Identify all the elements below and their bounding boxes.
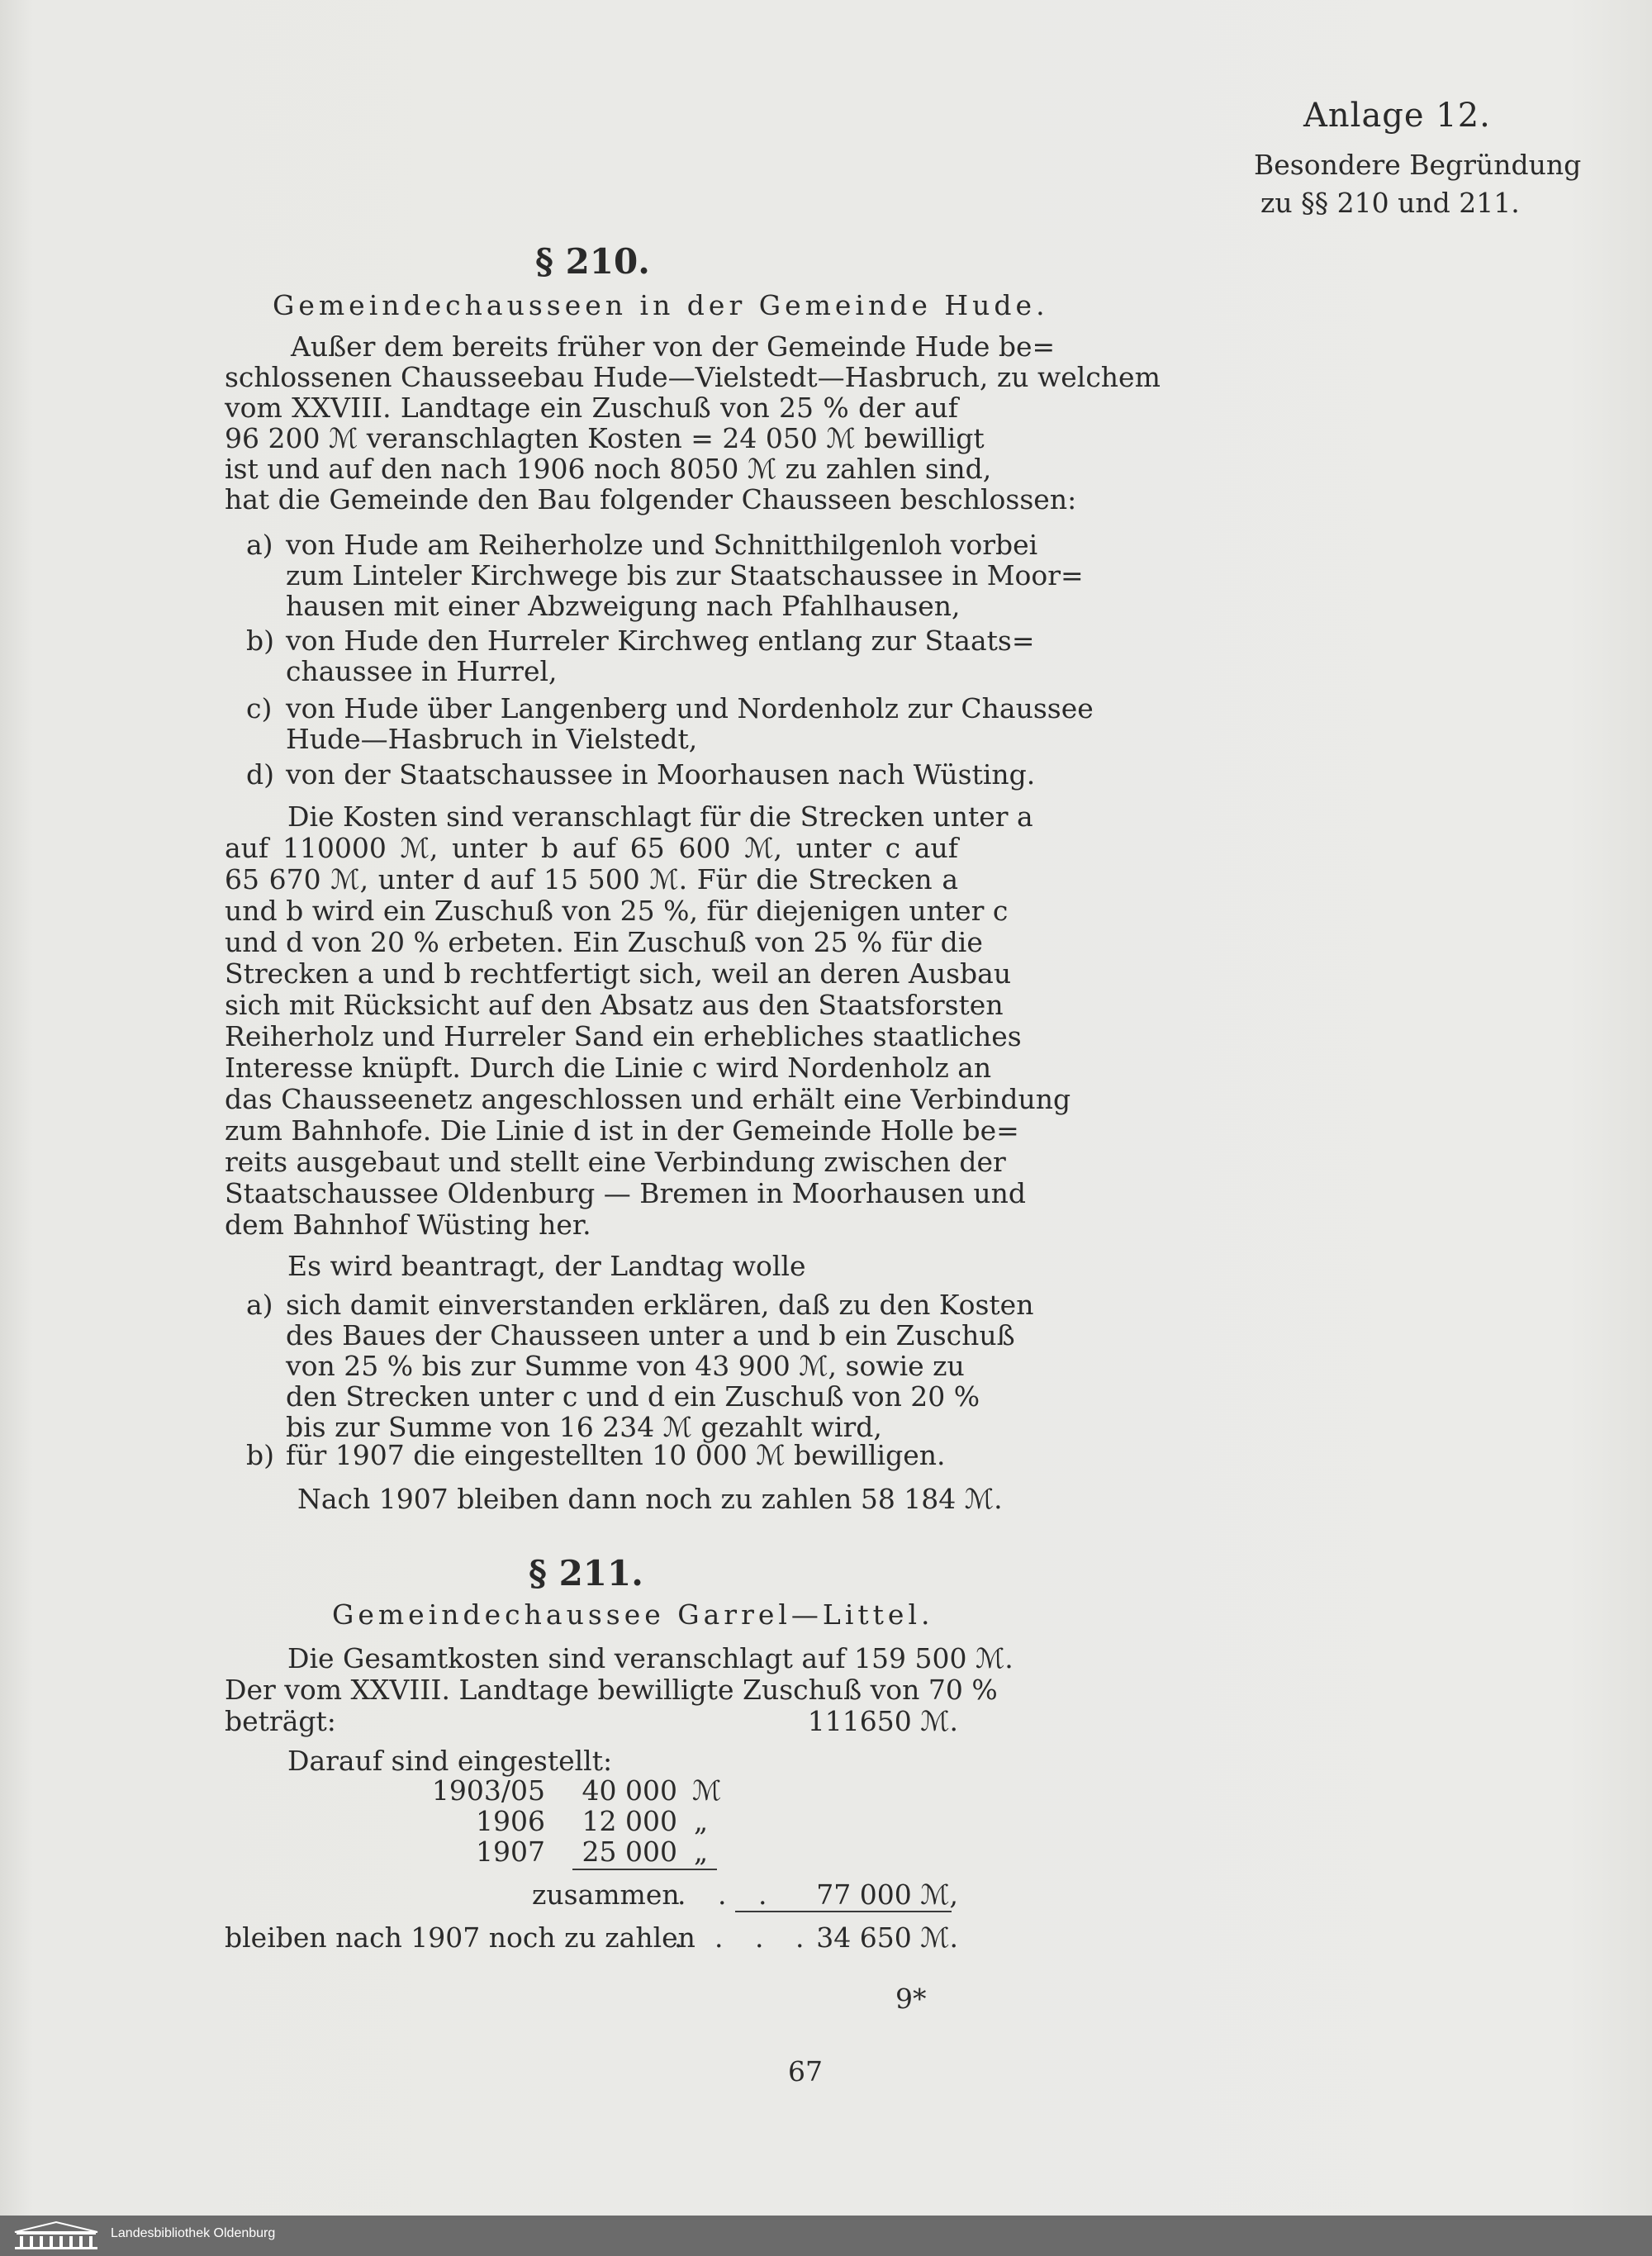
list-item-line: den Strecken unter c und d ein Zuschuß von 20 % bbox=[286, 1380, 980, 1413]
table-amount: 12 000 bbox=[582, 1805, 677, 1837]
table-amount: 40 000 bbox=[582, 1774, 677, 1807]
list-marker: c) bbox=[246, 692, 273, 724]
list-marker: b) bbox=[246, 1439, 274, 1471]
text-line: 65 670 ℳ, unter d auf 15 500 ℳ. Für die Strecken a bbox=[225, 863, 958, 895]
text-line: das Chausseenetz angeschlossen und erhält eine Verbindung bbox=[225, 1083, 1071, 1115]
section-210-closing: Nach 1907 bleiben dann noch zu zahlen 58 184 ℳ. bbox=[297, 1483, 1003, 1515]
table-unit: „ bbox=[694, 1836, 709, 1868]
section-210-heading: § 210. bbox=[535, 241, 650, 282]
list-item-line: von 25 % bis zur Summe von 43 900 ℳ, sowie zu bbox=[286, 1350, 965, 1382]
subsidy-value: 111650 ℳ. bbox=[807, 1705, 958, 1737]
bleiben-dots: . . . . bbox=[674, 1921, 816, 1954]
text-line: schlossenen Chausseebau Hude—Vielstedt—Hasbruch, zu welchem bbox=[225, 361, 1161, 393]
zusammen-label: zusammen bbox=[532, 1878, 680, 1911]
text-line: zum Bahnhofe. Die Linie d ist in der Gemeinde Holle be= bbox=[225, 1114, 1019, 1147]
text-line: 96 200 ℳ veranschlagten Kosten = 24 050 ℳ bewilligt bbox=[225, 422, 985, 454]
library-footer bbox=[0, 2216, 1652, 2256]
text-line: vom XXVIII. Landtage ein Zuschuß von 25 % der auf bbox=[225, 392, 958, 424]
text-line: dem Bahnhof Wüsting her. bbox=[225, 1209, 591, 1241]
zusammen-value: 77 000 ℳ, bbox=[816, 1878, 958, 1911]
list-marker: d) bbox=[246, 758, 274, 791]
eingestellt-label: Darauf sind eingestellt: bbox=[287, 1745, 613, 1777]
table-sum-rule bbox=[572, 1869, 717, 1870]
list-item-line: Hude—Hasbruch in Vielstedt, bbox=[286, 723, 698, 755]
list-item-line: von der Staatschaussee in Moorhausen nach Wüsting. bbox=[286, 758, 1036, 791]
list-item-line: für 1907 die eingestellten 10 000 ℳ bewilligen. bbox=[286, 1439, 946, 1471]
list-item-line: von Hude den Hurreler Kirchweg entlang zur Staats= bbox=[286, 625, 1035, 657]
text-line: und d von 20 % erbeten. Ein Zuschuß von 25 % für die bbox=[225, 926, 983, 958]
bleiben-value: 34 650 ℳ. bbox=[816, 1921, 958, 1954]
signature-mark: 9* bbox=[895, 1983, 927, 2015]
list-item-line: des Baues der Chausseen unter a und b ein Zuschuß bbox=[286, 1319, 1015, 1351]
page-number: 67 bbox=[788, 2055, 823, 2087]
library-name: Landesbibliothek Oldenburg bbox=[111, 2226, 276, 2240]
total-costs-line: Die Gesamtkosten sind veranschlagt auf 159 500 ℳ. bbox=[287, 1642, 1014, 1674]
text-line: Die Kosten sind veranschlagt für die Strecken unter a bbox=[287, 800, 1033, 833]
anlage-subtitle-2: zu §§ 210 und 211. bbox=[1260, 187, 1520, 219]
anlage-subtitle-1: Besondere Begründung bbox=[1254, 149, 1582, 181]
anlage-label: Anlage 12. bbox=[1303, 97, 1491, 135]
text-line: und b wird ein Zuschuß von 25 %, für diejenigen unter c bbox=[225, 895, 1009, 927]
list-item-line: bis zur Summe von 16 234 ℳ gezahlt wird, bbox=[286, 1411, 882, 1443]
list-item-line: von Hude am Reiherholze und Schnitthilgenloh vorbei bbox=[286, 529, 1038, 561]
subsidy-line: Der vom XXVIII. Landtage bewilligte Zuschuß von 70 % bbox=[225, 1674, 998, 1706]
text-line: auf 110000 ℳ, unter b auf 65 600 ℳ, unter c auf bbox=[225, 832, 958, 864]
zusammen-dots: . . . bbox=[677, 1878, 779, 1911]
antrag-intro: Es wird beantragt, der Landtag wolle bbox=[287, 1250, 806, 1282]
text-line: Außer dem bereits früher von der Gemeinde Hude be= bbox=[291, 330, 1056, 363]
library-building-icon bbox=[12, 2220, 101, 2254]
list-item-line: sich damit einverstanden erklären, daß zu den Kosten bbox=[286, 1289, 1034, 1321]
list-item-line: chaussee in Hurrel, bbox=[286, 655, 558, 687]
list-item-line: zum Linteler Kirchwege bis zur Staatschaussee in Moor= bbox=[286, 559, 1084, 591]
bleiben-label: bleiben nach 1907 noch zu zahlen bbox=[225, 1921, 695, 1954]
text-line: Reiherholz und Hurreler Sand ein erhebliches staatliches bbox=[225, 1020, 1022, 1052]
text-line: hat die Gemeinde den Bau folgender Chausseen beschlossen: bbox=[225, 483, 1077, 515]
text-line: Staatschaussee Oldenburg — Bremen in Moorhausen und bbox=[225, 1177, 1027, 1209]
text-line: reits ausgebaut und stellt eine Verbindung zwischen der bbox=[225, 1146, 1006, 1178]
section-210-subheading: Gemeindechausseen in der Gemeinde Hude. bbox=[273, 289, 1049, 321]
text-line: ist und auf den nach 1906 noch 8050 ℳ zu zahlen sind, bbox=[225, 453, 992, 485]
list-item-line: hausen mit einer Abzweigung nach Pfahlhausen, bbox=[286, 590, 961, 622]
text-line: sich mit Rücksicht auf den Absatz aus den Staatsforsten bbox=[225, 989, 1004, 1021]
balance-rule bbox=[735, 1911, 952, 1912]
list-marker: b) bbox=[246, 625, 274, 657]
list-item-line: von Hude über Langenberg und Nordenholz zur Chaussee bbox=[286, 692, 1094, 724]
list-marker: a) bbox=[246, 1289, 273, 1321]
table-amount: 25 000 bbox=[582, 1836, 677, 1868]
section-211-subheading: Gemeindechaussee Garrel—Littel. bbox=[332, 1598, 934, 1631]
table-unit: „ bbox=[694, 1805, 709, 1837]
list-marker: a) bbox=[246, 529, 273, 561]
text-line: Interesse knüpft. Durch die Linie c wird Nordenholz an bbox=[225, 1052, 992, 1084]
table-year: 1907 bbox=[476, 1836, 545, 1868]
text-line: Strecken a und b rechtfertigt sich, weil an deren Ausbau bbox=[225, 957, 1012, 990]
subsidy-label: beträgt: bbox=[225, 1705, 336, 1737]
section-211-heading: § 211. bbox=[529, 1553, 643, 1593]
table-year: 1903/05 bbox=[431, 1774, 545, 1807]
table-year: 1906 bbox=[476, 1805, 545, 1837]
table-unit: ℳ bbox=[692, 1774, 722, 1807]
